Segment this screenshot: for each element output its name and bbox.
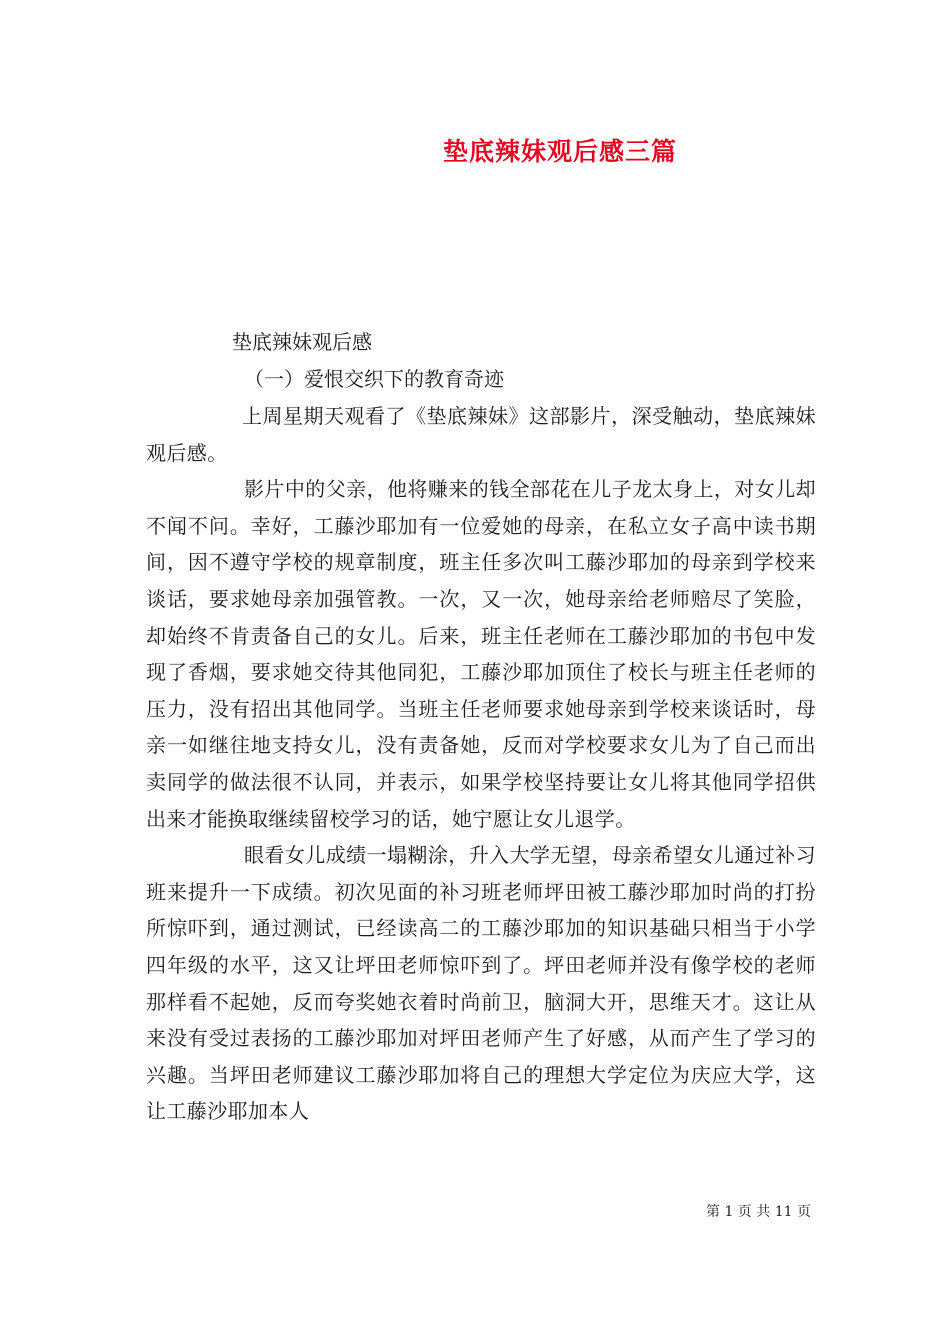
paragraph-1: 上周星期天观看了《垫底辣妹》这部影片，深受触动，垫底辣妹观后感。 bbox=[146, 404, 816, 465]
paragraph-3: 眼看女儿成绩一塌糊涂，升入大学无望，母亲希望女儿通过补习班来提升一下成绩。初次见面的补习班老师坪田被工藤沙耶加时尚的打扮所惊吓到，通过测试，已经读高二的工藤沙耶加的知识基础只相当于小学四年级的水平，这又让坪田老师惊吓到了。坪田老师并没有像学校的老师那样看不起她，反而夸奖她衣着时尚前卫，脑洞大开，思维天才。这让从来没有受过表扬的工藤沙耶加对坪田老师产生了好感，从而产生了学习的兴趣。当坪田老师建议工藤沙耶加将自己的理想大学定位为庆应大学，这让工藤沙耶加本人 bbox=[146, 843, 816, 1124]
section-title: （一）爱恨交织下的教育奇迹 bbox=[244, 367, 504, 391]
page-number-footer: 第 1 页 共 11 页 bbox=[706, 1204, 811, 1220]
paragraph-2: 影片中的父亲，他将赚来的钱全部花在儿子龙太身上，对女儿却不闻不问。幸好，工藤沙耶加有一位爱她的母亲，在私立女子高中读书期间，因不遵守学校的规章制度，班主任多次叫工藤沙耶加的母亲到学校来谈话，要求她母亲加强管教。一次，又一次，她母亲给老师赔尽了笑脸，却始终不肯责备自己的女儿。后来，班主任老师在工藤沙耶加的书包中发现了香烟，要求她交待其他同犯，工藤沙耶加顶住了校长与班主任老师的压力，没有招出其他同学。当班主任老师要求她母亲到学校来谈话时，母亲一如继往地支持女儿，没有责备她，反而对学校要求女儿为了自己而出卖同学的做法很不认同，并表示，如果学校坚持要让女儿将其他同学招供出来才能换取继续留校学习的话，她宁愿让女儿退学。 bbox=[146, 477, 816, 831]
body-text bbox=[146, 398, 816, 1130]
document-title: 垫底辣妹观后感三篇 bbox=[442, 137, 677, 166]
document-subtitle: 垫底辣妹观后感 bbox=[232, 330, 372, 354]
